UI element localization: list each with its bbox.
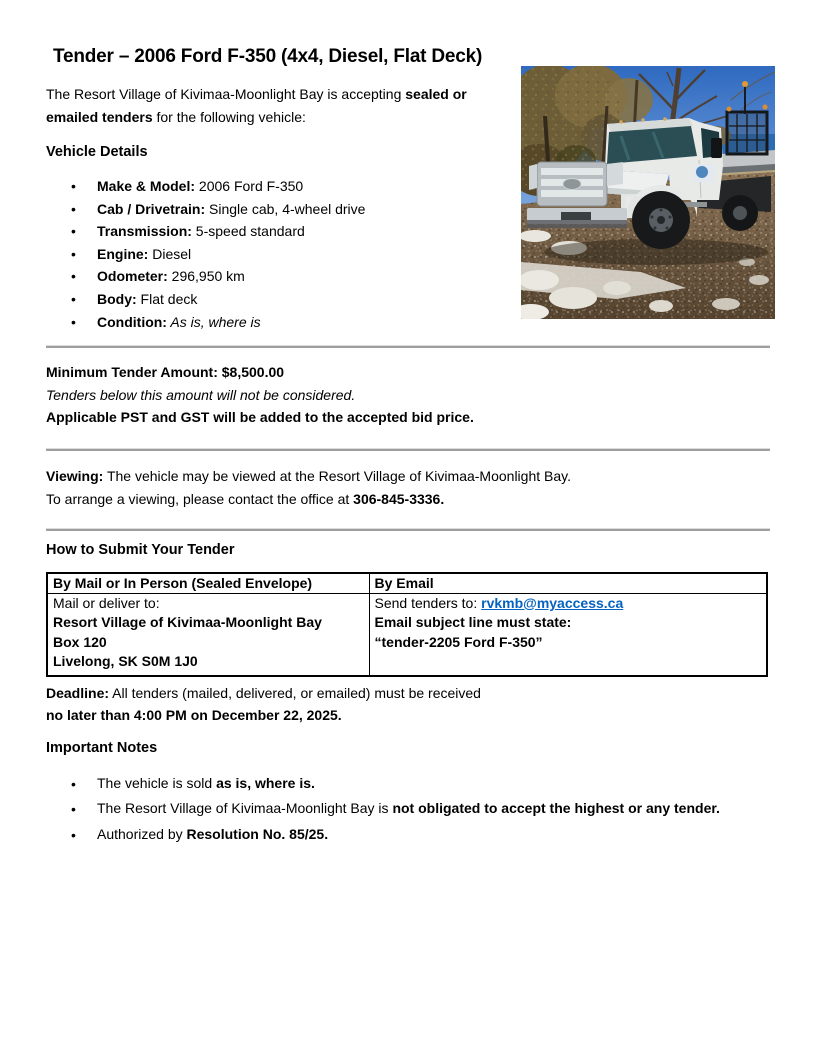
mail-column-header: By Mail or In Person (Sealed Envelope): [47, 573, 369, 594]
office-phone-number: 306-845-3336.: [353, 490, 445, 507]
note-text: Authorized by: [97, 825, 187, 842]
tender-floor-note: Tenders below this amount will not be considered.: [46, 386, 356, 403]
submit-heading: How to Submit Your Tender: [46, 541, 235, 558]
truck-photo-illustration: [521, 66, 775, 319]
vehicle-photo: [521, 66, 775, 319]
intro-line-2: [46, 106, 518, 129]
viewing-text: The vehicle may be viewed at the Resort Village of Kivimaa-Moonlight Bay.: [103, 467, 571, 484]
viewing-contact-text: To arrange a viewing, please contact the office at: [46, 490, 354, 507]
deadline-date: no later than 4:00 PM on December 22, 2025.: [46, 707, 342, 724]
note-bold: as is, where is.: [216, 774, 315, 791]
mail-address-name: Resort Village of Kivimaa-Moonlight Bay: [53, 614, 322, 631]
note-text: The Resort Village of Kivimaa-Moonlight Bay is: [97, 800, 393, 817]
pricing-section: [46, 361, 770, 429]
intro-paragraph: [46, 83, 518, 129]
section-divider: [46, 448, 770, 451]
email-instruction-line: [375, 594, 762, 614]
section-divider: [46, 528, 770, 531]
vehicle-detail-value: Diesel: [148, 245, 192, 262]
email-subject-value: “tender-2205 Ford F-350”: [374, 633, 543, 650]
note-text: The vehicle is sold: [97, 774, 217, 791]
mail-instruction: Mail or deliver to:: [53, 594, 160, 611]
intro-bold-sealed: sealed or: [405, 86, 467, 102]
vehicle-detail-value: Flat deck: [136, 290, 198, 307]
vehicle-detail-label: Odometer:: [97, 268, 168, 285]
list-item: [46, 243, 518, 266]
minimum-tender-amount: Minimum Tender Amount: $8,500.00: [46, 364, 285, 381]
email-column-header: By Email: [369, 573, 767, 594]
mail-address-box: Box 120: [53, 633, 107, 650]
vehicle-detail-value: 2006 Ford F-350: [195, 178, 304, 194]
viewing-line-2: [46, 488, 770, 511]
table-header-row: [47, 573, 767, 594]
vehicle-detail-label: Make & Model:: [97, 178, 196, 194]
mail-cell: [47, 593, 369, 676]
vehicle-detail-value: 5-speed standard: [191, 223, 305, 240]
vehicle-detail-label: Body:: [97, 290, 137, 307]
submission-table: [46, 572, 768, 677]
list-item: [46, 175, 518, 198]
vehicle-details-list: [46, 175, 518, 333]
section-divider: [46, 345, 770, 348]
note-bold: not obligated to accept the highest or any tender.: [392, 800, 720, 817]
vehicle-detail-label: Condition:: [97, 313, 167, 330]
list-item: [46, 288, 518, 311]
email-subject-instruction: Email subject line must state:: [374, 614, 572, 631]
list-item: [46, 311, 518, 334]
note-bold: Resolution No. 85/25.: [186, 825, 329, 842]
intro-bold-emailed: emailed tenders: [46, 109, 153, 125]
vehicle-detail-label: Engine:: [97, 245, 149, 262]
list-item: [46, 796, 770, 822]
list-item: [46, 198, 518, 221]
intro-text: The Resort Village of Kivimaa-Moonlight Bay is accepting: [46, 86, 406, 102]
vehicle-detail-value: Single cab, 4-wheel drive: [205, 200, 366, 217]
deadline-text: All tenders (mailed, delivered, or emailed) must be received: [109, 684, 481, 701]
page-title: Tender – 2006 Ford F-350 (4x4, Diesel, Flat Deck): [53, 46, 483, 67]
vehicle-detail-label: Cab / Drivetrain:: [97, 200, 206, 217]
vehicle-details-heading: Vehicle Details: [46, 144, 148, 160]
tax-note: Applicable PST and GST will be added to the accepted bid price.: [46, 409, 474, 426]
email-link[interactable]: rvkmb@myaccess.ca: [481, 594, 624, 611]
list-item: [46, 822, 770, 848]
mail-address-town: Livelong, SK S0M 1J0: [53, 653, 198, 670]
intro-line-1: [46, 83, 518, 106]
table-row: [47, 593, 767, 676]
vehicle-detail-label: Transmission:: [97, 223, 192, 240]
intro-text-rest: for the following vehicle:: [152, 109, 306, 125]
important-notes-list: [46, 771, 770, 848]
viewing-line-1: [46, 465, 770, 488]
email-instruction: Send tenders to:: [374, 594, 482, 611]
vehicle-detail-value: As is, where is: [166, 313, 261, 330]
deadline-section: [46, 682, 770, 727]
vehicle-detail-value: 296,950 km: [167, 268, 245, 285]
important-notes-heading: Important Notes: [46, 739, 158, 756]
viewing-section: [46, 465, 770, 511]
deadline-line-1: [46, 682, 770, 705]
viewing-label: Viewing:: [46, 467, 104, 484]
list-item: [46, 265, 518, 288]
email-cell: [369, 593, 767, 676]
list-item: [46, 771, 770, 797]
list-item: [46, 220, 518, 243]
deadline-label: Deadline:: [46, 684, 110, 701]
